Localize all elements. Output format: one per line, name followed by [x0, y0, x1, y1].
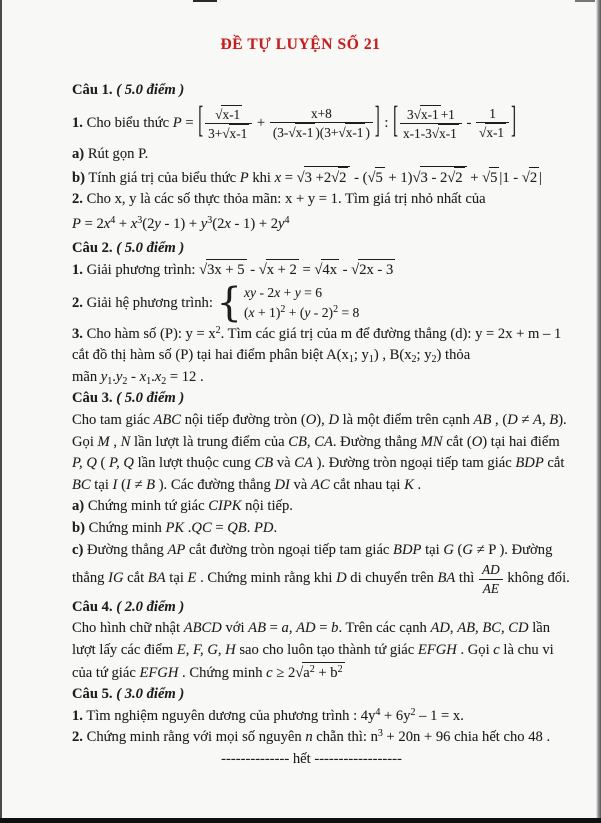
cau2-problem3-line1: 3. Cho hàm số (P): $y = x^2$. Tìm các giá trị của m để đường thẳng (d): y = 2x + m – 1: [72, 324, 562, 342]
cau1-problem2-expression: $P = 2x^4 + x^3(2y - 1) + y^3(2x - 1) + 2y^4$: [72, 214, 290, 232]
cau1-problem1-expression: 1. Cho biểu thức P = [ $\frac{√x-1}{3+√x-1}$ + $\frac{x+8}{(3-√x-1 )(3+√x-1 )}$ ] : [ $\frac{3√x-1 +1}{x-1-3√x-1}$ - $\frac{1}{√x-1}$ ]: [72, 100, 516, 142]
cau3-part-c-line1: c) Đường thẳng AP cắt đường tròn ngoại tiếp tam giác BDP tại G (G ≠ P ). Đường: [72, 541, 553, 558]
cau2-problem2-system: 2. Giải hệ phương trình: { xy - 2x + y = 6 $(x + 1)^2 + (y - 2)^2 = 8$: [72, 280, 360, 327]
cau1-heading: Câu 1. ( 5.0 điểm ): [72, 82, 185, 98]
cau3-intro-line3: P, Q ( P, Q lần lượt thuộc cung CB và CA ). Đường tròn ngoại tiếp tam giác BDP cắt: [72, 455, 565, 472]
cau5-problem1: 1. Tìm nghiệm nguyên dương của phương trình : $4y^4 + 6y^2 - 1 = x$.: [72, 706, 464, 724]
cau5-problem2: 2. Chứng minh rằng với mọi số nguyên n chẵn thì: $n^3 + 20n + 96$ chia hết cho 48 .: [72, 728, 551, 746]
cau1-part-a: a) Rút gọn P.: [72, 146, 149, 163]
cau3-heading: Câu 3. ( 5.0 điểm ): [72, 390, 185, 407]
page-right-border: [596, 0, 601, 823]
cau3-part-c-line2: thẳng IG cắt BA tại E . Chứng minh rằng khi D di chuyển trên BA thì $\frac{AD}{AE}$ không đổi.: [72, 562, 570, 596]
page-top-mark-right: [575, 0, 595, 2]
cau2-problem3-line3: mãn $y_1.y_2 - x_1.x_2 = 12$ .: [72, 368, 204, 387]
cau4-heading: Câu 4. ( 2.0 điểm ): [72, 598, 185, 615]
cau2-problem1-equation: 1. Giải phương trình: √3x + 5 - √x + 2 = √4x - √2x - 3: [72, 259, 551, 282]
cau4-line1: Cho hình chữ nhật ABCD với AB = a, AD = b. Trên các cạnh AD, AB, BC, CD lần: [72, 620, 551, 637]
page-top-mark: [193, 0, 217, 2]
cau3-part-b: b) Chứng minh PK .QC = QB. PD.: [72, 520, 278, 537]
cau3-part-a: a) Chứng minh tứ giác CIPK nội tiếp.: [72, 498, 293, 515]
cau4-line2: lượt lấy các điểm E, F, G, H sao cho luôn tạo thành tứ giác EFGH . Gọi c là chu vi: [72, 641, 554, 658]
page-left-border: [0, 0, 2, 823]
exam-body: [72, 80, 570, 771]
cau3-intro-line1: Cho tam giác ABC nội tiếp đường tròn (O), D là một điểm trên cạnh AB , (D ≠ A, B).: [72, 412, 567, 429]
cau2-problem3-line2: cắt đồ thị hàm số (P) tại hai điểm phân biệt $A(x_1$; $y_1$) , $B(x_2$; $y_2$) thỏa: [72, 347, 471, 366]
cau5-heading: Câu 5. ( 3.0 điểm ): [72, 686, 185, 703]
exam-title: ĐỀ TỰ LUYỆN SỐ 21: [220, 36, 381, 53]
end-marker: -------------- hết ------------------: [221, 750, 402, 767]
cau4-line3: của tứ giác EFGH . Chứng minh $c \ge 2√a^2 + b^2$: [72, 662, 551, 685]
cau1-problem2-intro: 2. Cho x, y là các số thực thỏa mãn: x + y = 1. Tìm giá trị nhỏ nhất của: [72, 191, 486, 208]
cau1-part-b: b) Tính giá trị của biểu thức P khi x = √3 +2√2 - (√5 + 1)√3 - 2√2 + √5 |1 - √2 |: [72, 166, 551, 190]
cau3-intro-line2: Gọi M , N lần lượt là trung điểm của CB, CA. Đường thẳng MN cắt (O) tại hai điểm: [72, 433, 560, 450]
page-bottom-border: [0, 818, 601, 823]
cau3-intro-line4: BC tại I (I ≠ B ). Các đường thẳng DI và AC cắt nhau tại K .: [72, 476, 422, 493]
cau2-heading: Câu 2. ( 5.0 điểm ): [72, 239, 185, 256]
